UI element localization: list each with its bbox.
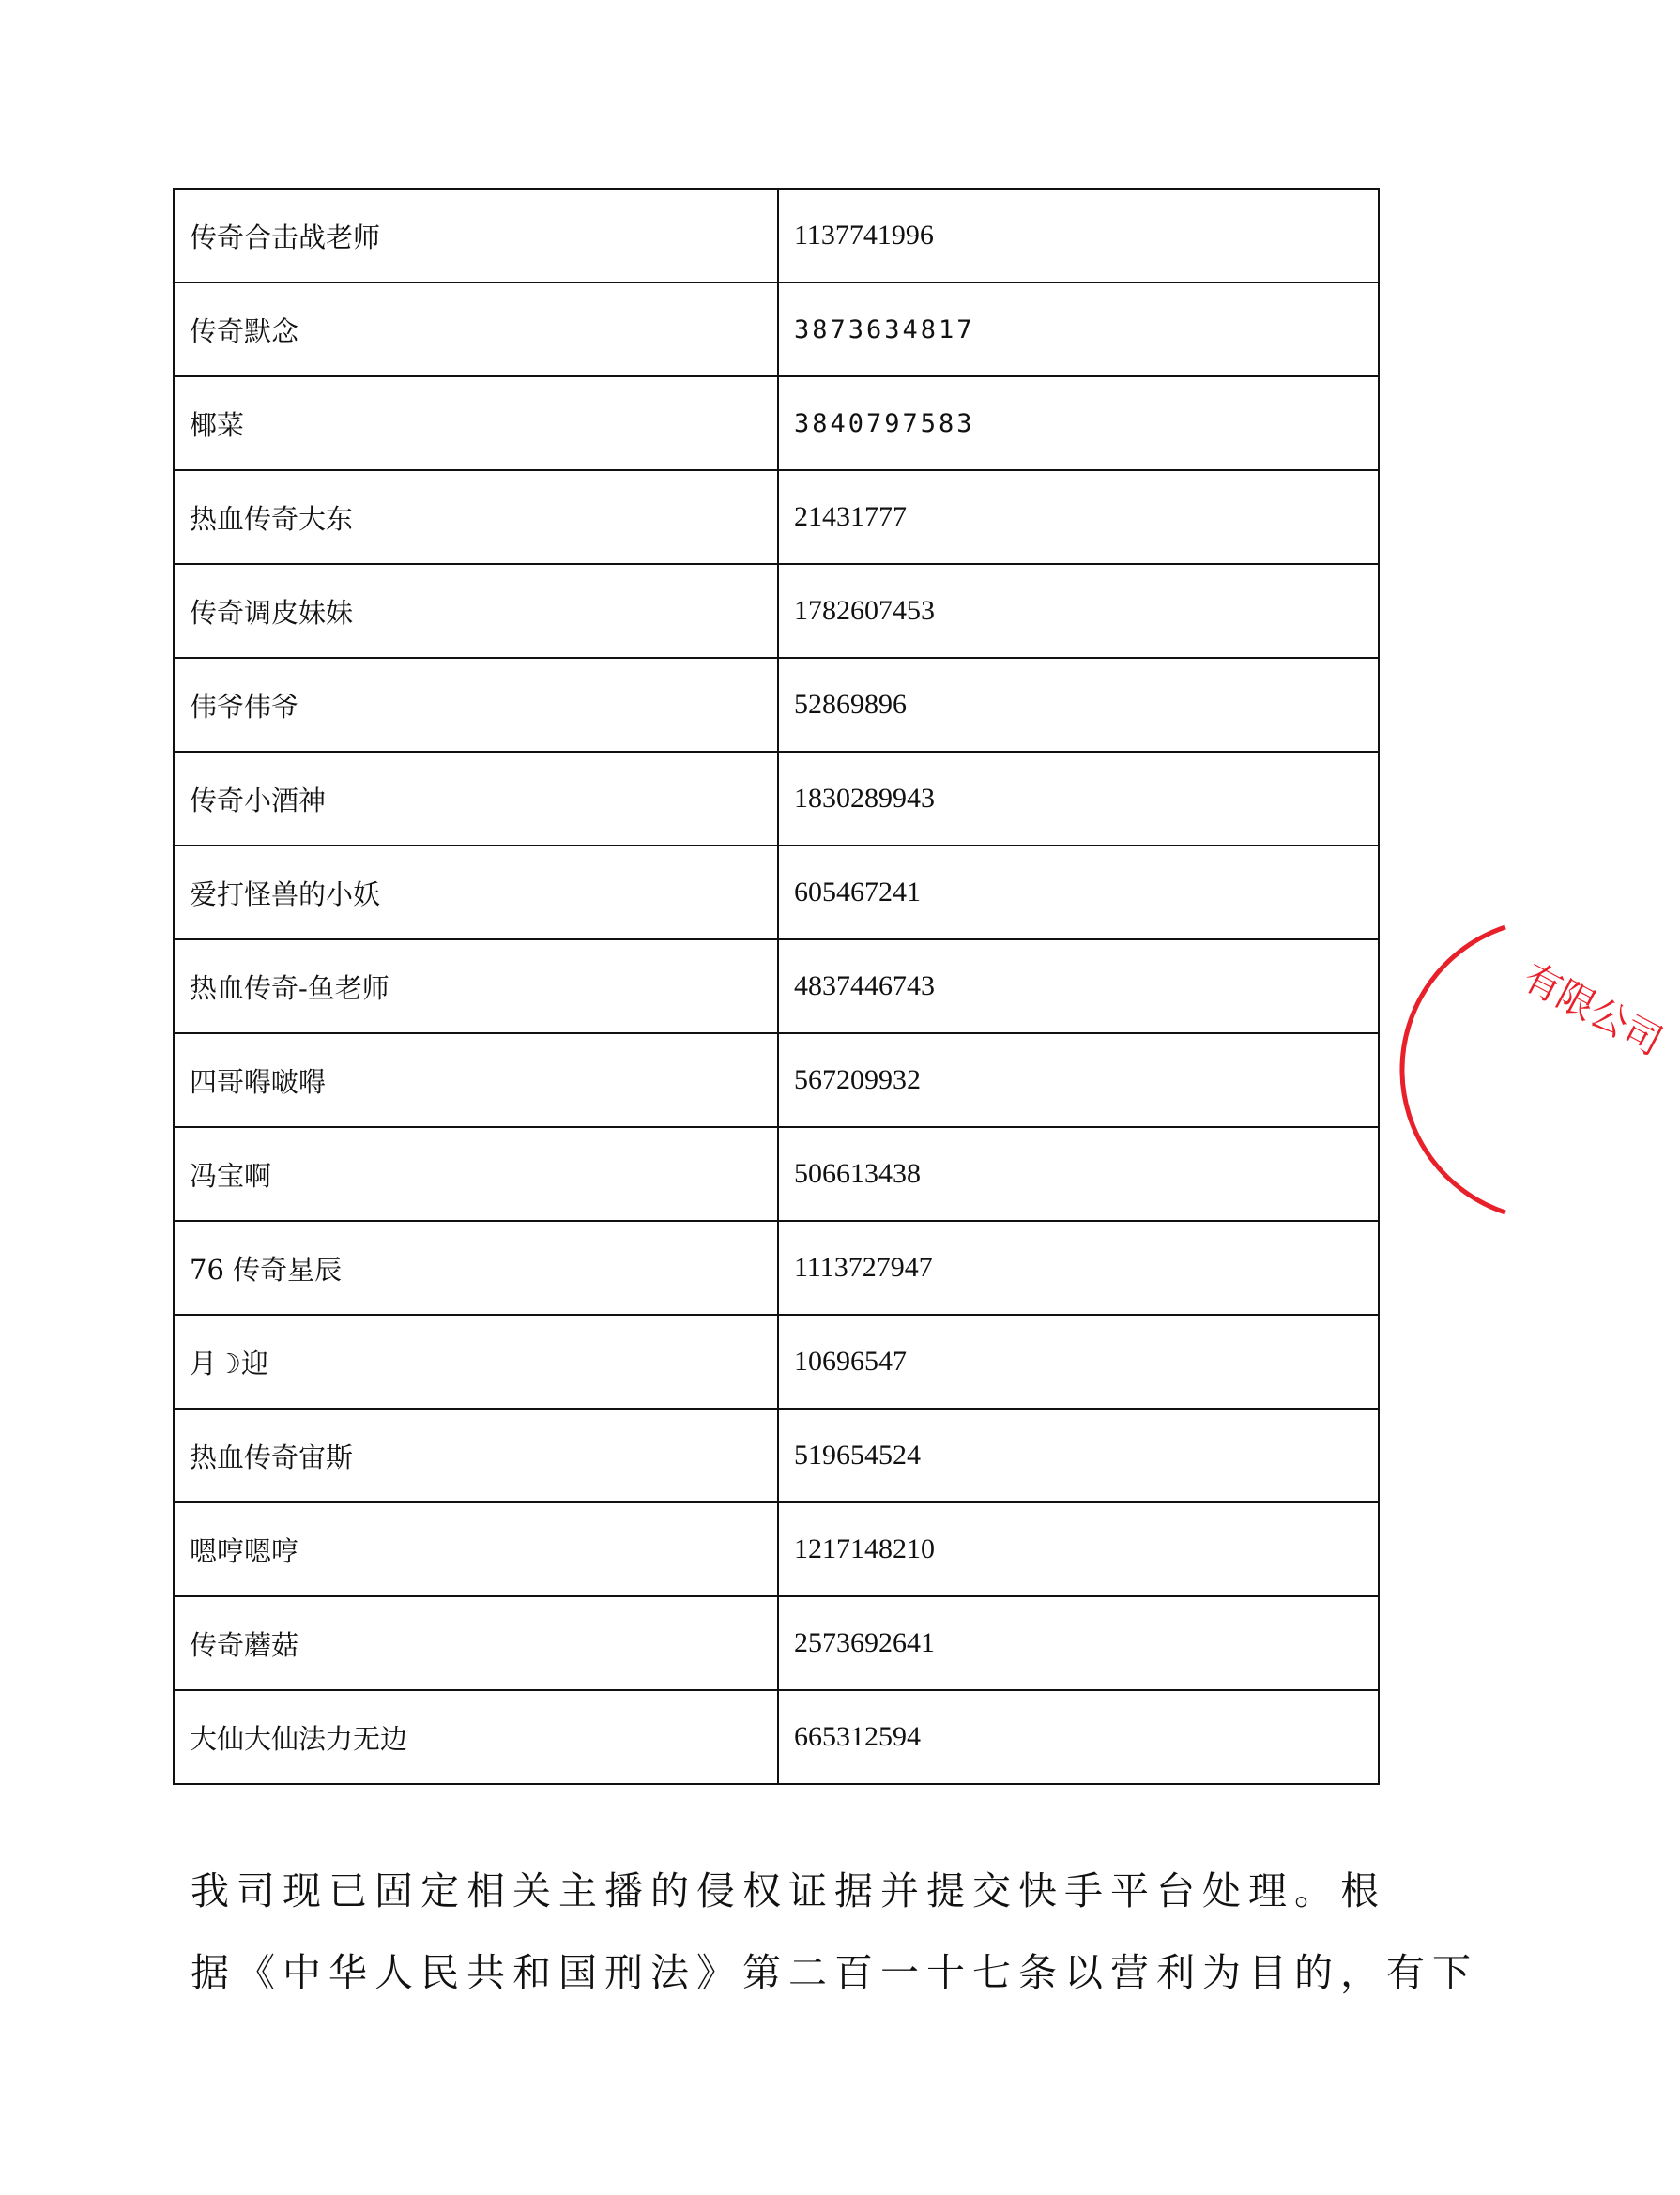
- table-row: [174, 189, 1379, 282]
- table-row: [174, 376, 1379, 470]
- streamer-id-cell: 506613438: [778, 1127, 1379, 1221]
- table-row: [174, 1221, 1379, 1315]
- seal-ring: [1402, 927, 1505, 1212]
- streamer-id-cell: 1830289943: [778, 752, 1379, 846]
- table-row: [174, 752, 1379, 846]
- streamer-name-cell: 大仙大仙法力无边: [174, 1690, 778, 1784]
- table-row: [174, 1502, 1379, 1596]
- seal-text: 有限公司: [1516, 955, 1670, 1064]
- streamer-id-cell: 1113727947: [778, 1221, 1379, 1315]
- table-row: [174, 1033, 1379, 1127]
- streamer-id-cell: 2573692641: [778, 1596, 1379, 1690]
- streamer-id-cell: 605467241: [778, 846, 1379, 939]
- table-row: [174, 470, 1379, 564]
- streamer-name-cell: 传奇调皮妹妹: [174, 564, 778, 658]
- streamer-id-cell: 1137741996: [778, 189, 1379, 282]
- streamer-name-cell: 嗯哼嗯哼: [174, 1502, 778, 1596]
- streamer-id-cell: 1782607453: [778, 564, 1379, 658]
- table-row: [174, 846, 1379, 939]
- streamer-name-cell: 传奇合击战老师: [174, 189, 778, 282]
- streamer-name-cell: 76 传奇星辰: [174, 1221, 778, 1315]
- table-row: [174, 1315, 1379, 1409]
- streamer-name-cell: 冯宝啊: [174, 1127, 778, 1221]
- streamer-table: [173, 188, 1380, 1785]
- streamer-name-cell: 月☽迎: [174, 1315, 778, 1409]
- table-row: [174, 1409, 1379, 1502]
- streamer-id-cell: 665312594: [778, 1690, 1379, 1784]
- streamer-name-cell: 传奇小酒神: [174, 752, 778, 846]
- streamer-id-cell: 1217148210: [778, 1502, 1379, 1596]
- streamer-id-cell: 3840797583: [778, 376, 1379, 470]
- streamer-name-cell: 热血传奇宙斯: [174, 1409, 778, 1502]
- streamer-name-cell: 热血传奇大东: [174, 470, 778, 564]
- red-seal-stamp: [1492, 920, 1680, 1220]
- streamer-id-cell: 10696547: [778, 1315, 1379, 1409]
- paragraph-line-2: 据《中华人民共和国刑法》第二百一十七条以营利为目的，有下: [191, 1950, 1478, 1995]
- table-row: [174, 564, 1379, 658]
- streamer-id-cell: 52869896: [778, 658, 1379, 752]
- table-row: [174, 1690, 1379, 1784]
- streamer-name-cell: 传奇默念: [174, 282, 778, 376]
- table-row: [174, 1127, 1379, 1221]
- streamer-id-cell: 567209932: [778, 1033, 1379, 1127]
- streamer-name-cell: 爱打怪兽的小妖: [174, 846, 778, 939]
- streamer-name-cell: 伟爷伟爷: [174, 658, 778, 752]
- streamer-id-cell: 519654524: [778, 1409, 1379, 1502]
- table-row: [174, 1596, 1379, 1690]
- streamer-name-cell: 椰菜: [174, 376, 778, 470]
- table-row: [174, 939, 1379, 1033]
- paragraph-line-1: 我司现已固定相关主播的侵权证据并提交快手平台处理。根: [191, 1868, 1386, 1913]
- streamer-name-cell: 四哥嘚啵嘚: [174, 1033, 778, 1127]
- streamer-id-cell: 3873634817: [778, 282, 1379, 376]
- streamer-id-cell: 21431777: [778, 470, 1379, 564]
- streamer-id-cell: 4837446743: [778, 939, 1379, 1033]
- streamer-name-cell: 传奇蘑菇: [174, 1596, 778, 1690]
- table-row: [174, 658, 1379, 752]
- streamer-name-cell: 热血传奇-鱼老师: [174, 939, 778, 1033]
- table-row: [174, 282, 1379, 376]
